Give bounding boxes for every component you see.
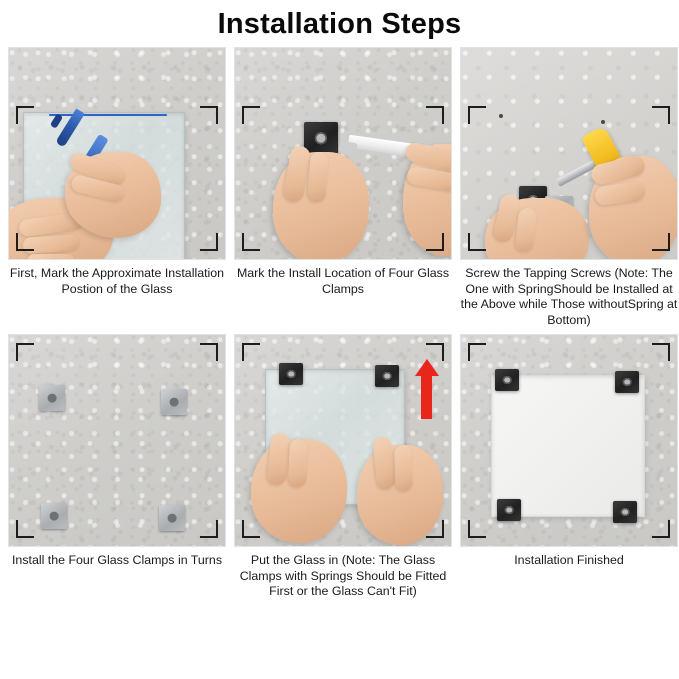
step-3-photo (460, 47, 678, 260)
glass-clamp-top-right (615, 371, 639, 393)
glass-clamp-top-left (495, 369, 519, 391)
clamp-hole (505, 506, 514, 514)
finger-middle (288, 439, 308, 488)
corner-mark-top-right-icon (652, 343, 670, 361)
direction-arrow-head-icon (415, 359, 439, 376)
steps-row-top (8, 47, 678, 328)
corner-mark-bottom-right-icon (426, 233, 444, 251)
glass-panel (491, 375, 645, 517)
corner-mark-top-left-icon (242, 343, 260, 361)
finger-grip-2 (394, 445, 413, 492)
glass-clamp-top-right (161, 389, 187, 415)
pen-mark-line (49, 114, 167, 116)
clamp-hole (623, 378, 632, 386)
glass-clamp-top-left (279, 363, 303, 385)
corner-mark-bottom-right-icon (652, 520, 670, 538)
installation-steps-page (0, 8, 679, 679)
steps-grid (0, 47, 679, 600)
marker-pen-tip (338, 141, 357, 154)
corner-mark-bottom-left-icon (16, 233, 34, 251)
steps-row-bottom (8, 334, 671, 600)
corner-mark-top-right-icon (200, 106, 218, 124)
clamp-hole (48, 394, 57, 403)
step-6-photo (460, 334, 678, 547)
corner-mark-top-right-icon (426, 106, 444, 124)
step-1-caption: First, Mark the Approximate Installation Postion of the Glass (9, 266, 225, 296)
wall-mark-dot (499, 114, 503, 118)
step-3-cell (460, 47, 678, 328)
step-5-caption: Put the Glass in (Note: The Glass Clamps with Springs Should be Fitted First or the Glass Can't Fit) (239, 553, 447, 598)
step-6-cell (460, 334, 678, 600)
step-1-cell (8, 47, 226, 328)
corner-mark-top-right-icon (652, 106, 670, 124)
corner-mark-top-left-icon (16, 106, 34, 124)
step-5-cell (234, 334, 452, 600)
corner-mark-bottom-left-icon (468, 520, 486, 538)
clamp-hole (383, 372, 392, 380)
corner-mark-bottom-left-icon (242, 233, 260, 251)
corner-mark-top-left-icon (468, 343, 486, 361)
clamp-hole (315, 132, 327, 144)
step-4-cell (8, 334, 226, 600)
glass-clamp-bottom-left (497, 499, 521, 521)
corner-mark-bottom-right-icon (200, 520, 218, 538)
corner-mark-top-right-icon (426, 343, 444, 361)
step-2-caption: Mark the Install Location of Four Glass Clamps (236, 266, 450, 296)
clamp-hole (503, 376, 512, 384)
glass-clamp-top-left (39, 385, 65, 411)
clamp-hole (50, 512, 59, 521)
corner-mark-bottom-right-icon (426, 520, 444, 538)
step-1-photo (8, 47, 226, 260)
finger-ring (27, 254, 75, 260)
corner-mark-bottom-right-icon (652, 233, 670, 251)
corner-mark-bottom-left-icon (16, 520, 34, 538)
clamp-hole (621, 508, 630, 516)
finger-middle (307, 151, 328, 202)
corner-mark-top-left-icon (242, 106, 260, 124)
clamp-hole (168, 514, 177, 523)
glass-clamp-bottom-right (613, 501, 637, 523)
step-4-caption: Install the Four Glass Clamps in Turns (11, 553, 223, 567)
glass-clamp-top-right (375, 365, 399, 387)
step-6-caption: Installation Finished (514, 553, 624, 567)
glass-clamp (304, 122, 338, 154)
step-5-photo (234, 334, 452, 547)
clamp-hole (170, 398, 179, 407)
step-4-photo (8, 334, 226, 547)
clamp-hole (287, 370, 296, 378)
corner-mark-top-left-icon (16, 343, 34, 361)
step-2-cell (234, 47, 452, 328)
page-title: Installation Steps (217, 8, 462, 40)
step-3-caption: Screw the Tapping Screws (Note: The One with SpringShould be Installed at the Above while Those withoutSpring at Bottom) (460, 266, 678, 327)
corner-mark-top-left-icon (468, 106, 486, 124)
corner-mark-top-right-icon (200, 343, 218, 361)
corner-mark-bottom-left-icon (242, 520, 260, 538)
step-2-photo (234, 47, 452, 260)
direction-arrow-stem-icon (421, 375, 432, 419)
corner-mark-bottom-right-icon (200, 233, 218, 251)
corner-mark-bottom-left-icon (468, 233, 486, 251)
wall-mark-dot (601, 120, 605, 124)
glass-clamp-bottom-left (41, 503, 67, 529)
glass-clamp-bottom-right (159, 505, 185, 531)
